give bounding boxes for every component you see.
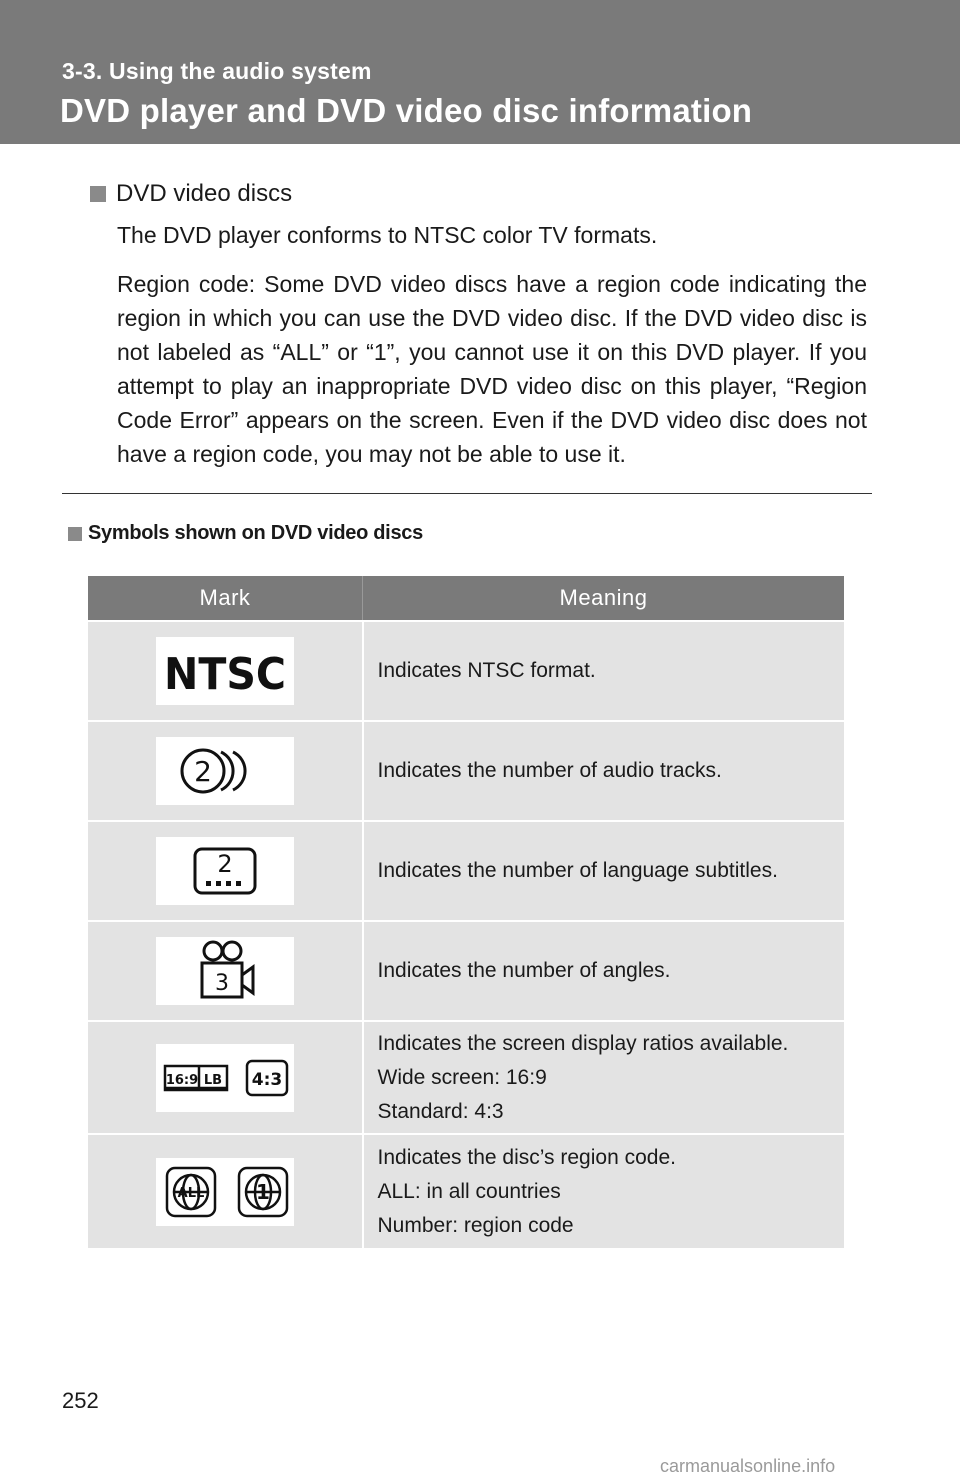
mark-cell	[88, 921, 363, 1021]
square-bullet-icon	[90, 186, 106, 202]
table-row	[88, 1134, 844, 1248]
dvd-video-discs-heading	[90, 180, 292, 208]
section-divider	[62, 493, 872, 494]
standard-label: 4:3	[251, 1069, 283, 1090]
meaning-line: ALL: in all countries	[377, 1179, 561, 1203]
table-row	[88, 721, 844, 821]
meaning-line: Indicates the number of language subtitles.	[377, 859, 778, 882]
symbols-table	[88, 576, 844, 1248]
audio-tracks-icon	[156, 737, 294, 805]
section-label: 3-3. Using the audio system	[62, 58, 372, 84]
table-header-row	[88, 576, 844, 621]
mark-cell	[88, 621, 363, 721]
meaning-cell	[363, 1134, 845, 1248]
aspect-ratio-icon	[156, 1044, 294, 1112]
region-all-label: ALL	[177, 1185, 205, 1201]
meaning-line: Indicates the number of audio tracks.	[377, 759, 722, 782]
mark-cell	[88, 721, 363, 821]
meaning-line: Indicates the screen display ratios available.	[377, 1031, 789, 1055]
letterbox-label: LB	[203, 1072, 223, 1088]
heading-text: DVD video discs	[116, 180, 293, 207]
meaning-line: Indicates the number of angles.	[377, 959, 671, 982]
ntsc-label: NTSC	[164, 649, 286, 700]
column-header-mark: Mark	[88, 576, 363, 621]
wide-screen-label: 16:9	[165, 1072, 199, 1088]
meaning-line: Wide screen: 16:9	[377, 1065, 547, 1089]
audio-track-count: 2	[194, 755, 212, 788]
angle-count: 3	[215, 971, 229, 996]
page-number: 252	[62, 1388, 99, 1413]
heading-text: Symbols shown on DVD video discs	[88, 522, 423, 544]
meaning-cell	[363, 621, 845, 721]
region-code-icon	[156, 1158, 294, 1226]
table-row	[88, 621, 844, 721]
table-row	[88, 921, 844, 1021]
mark-cell	[88, 1021, 363, 1134]
column-header-meaning: Meaning	[363, 576, 845, 621]
subtitles-icon	[156, 837, 294, 905]
region-code-paragraph: Region code: Some DVD video discs have a region code indicating the region in which you can use the DVD video disc. If the DVD video disc is not labeled as “ALL” or “1”, you cannot use it on this DVD player. If you attempt to play an inappropriate DVD video disc on this player, “Region Code Error” appears on the screen. Even if the DVD video disc does not have a region code, you may not be able to use it.	[117, 271, 867, 467]
meaning-line: Number: region code	[377, 1213, 574, 1237]
page-header	[0, 0, 960, 144]
ntsc-icon	[156, 637, 294, 705]
page-title: DVD player and DVD video disc information	[60, 92, 753, 129]
mark-cell	[88, 1134, 363, 1248]
meaning-line: Indicates the disc’s region code.	[377, 1145, 676, 1169]
angles-icon	[156, 937, 294, 1005]
ntsc-paragraph: The DVD player conforms to NTSC color TV formats.	[117, 222, 658, 248]
meaning-line: Standard: 4:3	[377, 1099, 504, 1123]
square-bullet-icon	[68, 527, 82, 541]
subtitle-count: 2	[217, 850, 233, 878]
meaning-cell	[363, 921, 845, 1021]
meaning-cell	[363, 821, 845, 921]
region-number-label: 1	[256, 1179, 270, 1204]
meaning-line: Indicates NTSC format.	[377, 659, 596, 682]
table-row	[88, 821, 844, 921]
watermark: carmanualsonline.info	[660, 1456, 836, 1476]
meaning-cell	[363, 721, 845, 821]
symbols-heading	[68, 522, 423, 545]
mark-cell	[88, 821, 363, 921]
table-row	[88, 1021, 844, 1134]
meaning-cell	[363, 1021, 845, 1134]
